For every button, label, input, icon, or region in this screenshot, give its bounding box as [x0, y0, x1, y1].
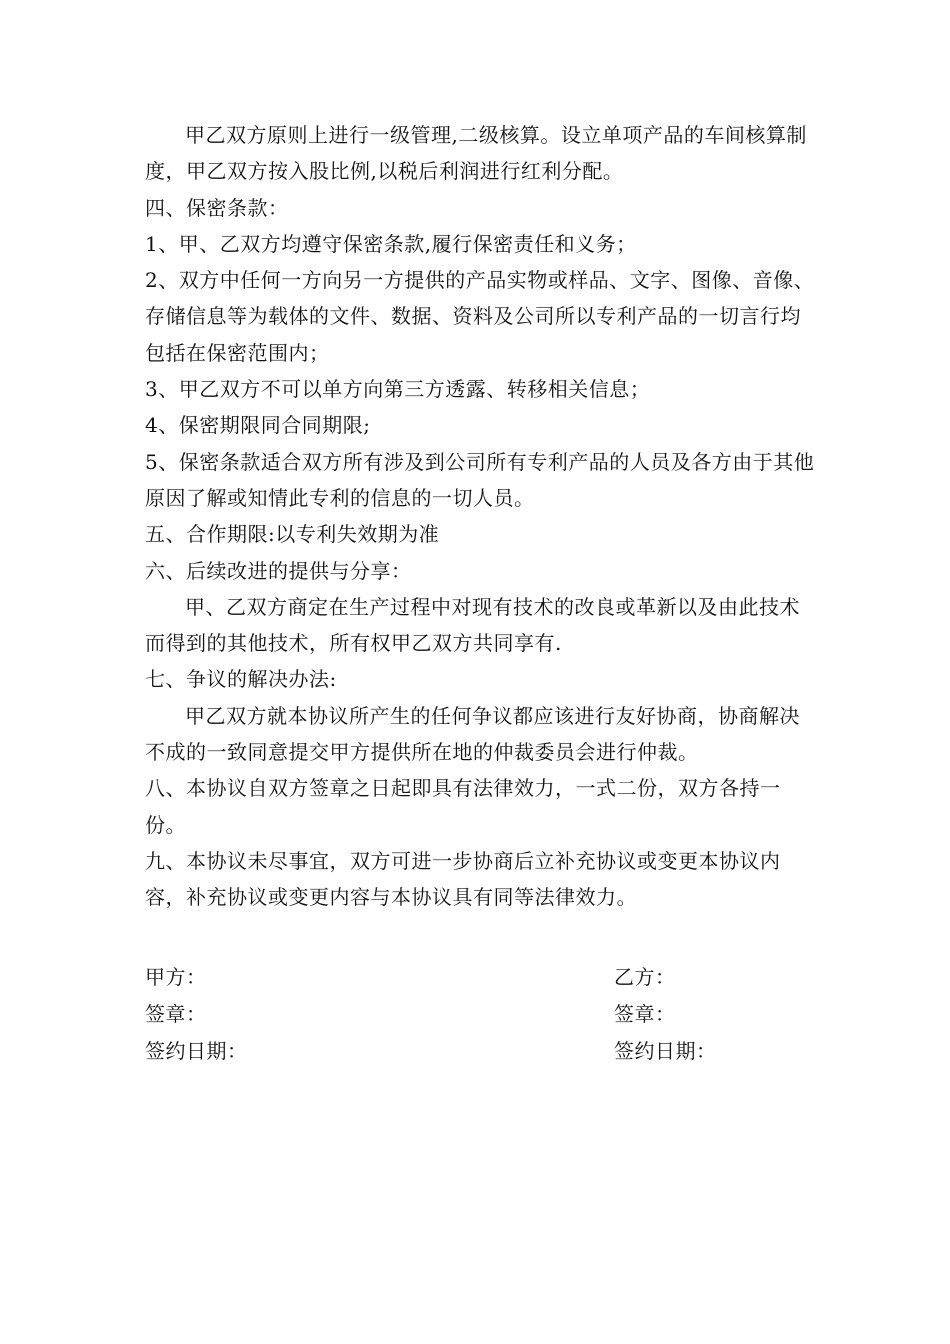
party-b-label: 乙方： — [614, 965, 676, 989]
heading-dispute-resolution: 七、争议的解决办法: — [145, 667, 337, 692]
clause-effectiveness: 八、本协议自双方签章之日起即具有法律效力，一式二份，双方各持一份。 — [145, 776, 781, 837]
clause-confidentiality-5: 5、保密条款适合双方所有涉及到公司所有专利产品的人员及各方由于其他原因了解或知情此专利的信息的一切人员。 — [145, 449, 815, 510]
party-b-signature — [614, 959, 717, 1070]
party-a-label: 甲方： — [145, 965, 207, 989]
clause-confidentiality-4: 4、保密期限同合同期限; — [145, 413, 371, 438]
paragraph-profit-distribution: 甲乙双方原则上进行一级管理,二级核算。设立单项产品的车间核算制度，甲乙双方按入股比例,以税后利润进行红利分配。 — [145, 123, 807, 184]
party-b-date-label: 签约日期： — [614, 1039, 717, 1063]
clause-supplementary: 九、本协议未尽事宜，双方可进一步协商后立补充协议或变更本协议内容，补充协议或变更内容与本协议具有同等法律效力。 — [145, 848, 781, 910]
heading-cooperation-term: 五、合作期限:以专利失效期为准 — [145, 522, 440, 547]
heading-improvement-sharing: 六、后续改进的提供与分享： — [145, 558, 412, 583]
party-b-seal-label: 签章： — [614, 1002, 676, 1026]
party-a-date-label: 签约日期： — [145, 1039, 248, 1063]
clause-confidentiality-3: 3、甲乙双方不可以单方向第三方透露、转移相关信息； — [145, 377, 651, 402]
clause-confidentiality-2: 2、双方中任何一方向另一方提供的产品实物或样品、文字、图像、音像、存储信息等为载体的文件、数据、资料及公司所以专利产品的一切言行均包括在保密范围内； — [145, 268, 815, 365]
party-a-signature — [145, 959, 248, 1070]
heading-confidentiality: 四、保密条款： — [145, 195, 289, 220]
paragraph-improvement-sharing: 甲、乙双方商定在生产过程中对现有技术的改良或革新以及由此技术而得到的其他技术，所有权甲乙双方共同享有. — [145, 594, 800, 656]
party-a-seal-label: 签章： — [145, 1002, 207, 1026]
paragraph-dispute-resolution: 甲乙双方就本协议所产生的任何争议都应该进行友好协商，协商解决不成的一致同意提交甲方提供所在地的仲裁委员会进行仲裁。 — [145, 703, 800, 765]
agreement-body — [145, 117, 815, 916]
clause-confidentiality-1: 1、甲、乙双方均遵守保密条款,履行保密责任和义务； — [145, 231, 637, 256]
